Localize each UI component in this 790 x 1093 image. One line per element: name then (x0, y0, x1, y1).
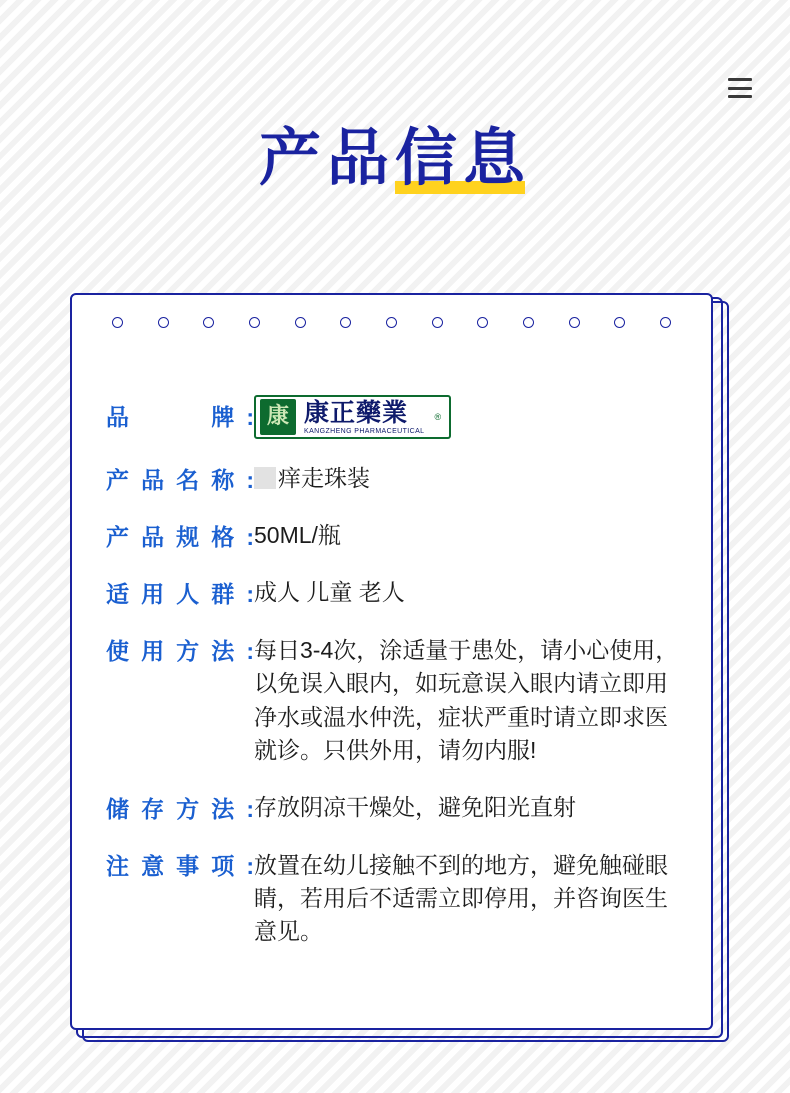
brand-mark-icon: 康 (260, 399, 296, 435)
info-label-cautions: 注意事项: (106, 852, 254, 879)
info-label-storage: 储存方法: (106, 795, 254, 822)
hole-icon (249, 317, 260, 328)
redacted-block (254, 467, 276, 489)
brand-text-block (304, 397, 425, 435)
info-label-product-name: 产品名称: (106, 467, 254, 493)
hole-icon (477, 317, 488, 328)
brand-name-cn: 康正藥業 (304, 397, 409, 427)
brand-logo (254, 395, 451, 439)
hole-icon (112, 317, 123, 328)
hole-icon (432, 317, 443, 328)
hole-icon (158, 317, 169, 328)
info-row-storage (106, 792, 687, 825)
info-row-spec (106, 520, 687, 553)
hole-icon (523, 317, 534, 328)
info-label-spec: 产品规格: (106, 524, 254, 551)
info-row-brand (106, 395, 687, 439)
info-value-audience: 成人 儿童 老人 (254, 579, 405, 606)
info-card-stack (70, 293, 725, 1038)
info-label-audience: 适用人群: (106, 581, 254, 608)
hole-icon (569, 317, 580, 328)
hole-icon (203, 317, 214, 328)
hamburger-line-2 (728, 87, 752, 90)
page-title (253, 124, 537, 193)
info-value-brand (254, 395, 687, 439)
info-label-brand: 品 牌: (106, 404, 254, 431)
info-row-usage (106, 634, 687, 767)
hamburger-line-1 (728, 78, 752, 81)
info-value-product-name (254, 463, 687, 494)
hamburger-menu-button[interactable] (728, 78, 752, 98)
hole-icon (660, 317, 671, 328)
info-value-storage: 存放阴凉干燥处，避免阳光直射 (254, 793, 576, 820)
info-label-usage: 使用方法: (106, 638, 254, 665)
page-title-container (0, 124, 790, 193)
info-row-cautions (106, 849, 687, 949)
brand-name-en: KANGZHENG PHARMACEUTICAL (304, 427, 425, 435)
info-row-product-name (106, 463, 687, 496)
info-value-usage: 每日3-4次，涂适量于患处，请小心使用，以免误入眼内，如玩意误入眼内请立即用净水或温水仲洗，症状严重时请立即求医就诊。只供外用，请勿内服! (254, 637, 679, 764)
hole-icon (386, 317, 397, 328)
info-value-cautions: 放置在幼儿接触不到的地方，避免触碰眼睛，若用后不适需立即停用，并咨询医生意见。 (254, 851, 668, 945)
hole-icon (340, 317, 351, 328)
hamburger-line-3 (728, 95, 752, 98)
info-value-spec: 50ML/瓶 (254, 522, 341, 549)
page-title-text: 产品信息 (258, 124, 531, 193)
info-card (70, 293, 713, 1030)
hole-icon (295, 317, 306, 328)
info-row-audience (106, 577, 687, 610)
notebook-holes (72, 317, 711, 328)
product-info-list (106, 395, 687, 973)
registered-trademark-icon: ® (434, 411, 442, 422)
product-name-text: 痒走珠装 (278, 465, 370, 491)
hole-icon (614, 317, 625, 328)
